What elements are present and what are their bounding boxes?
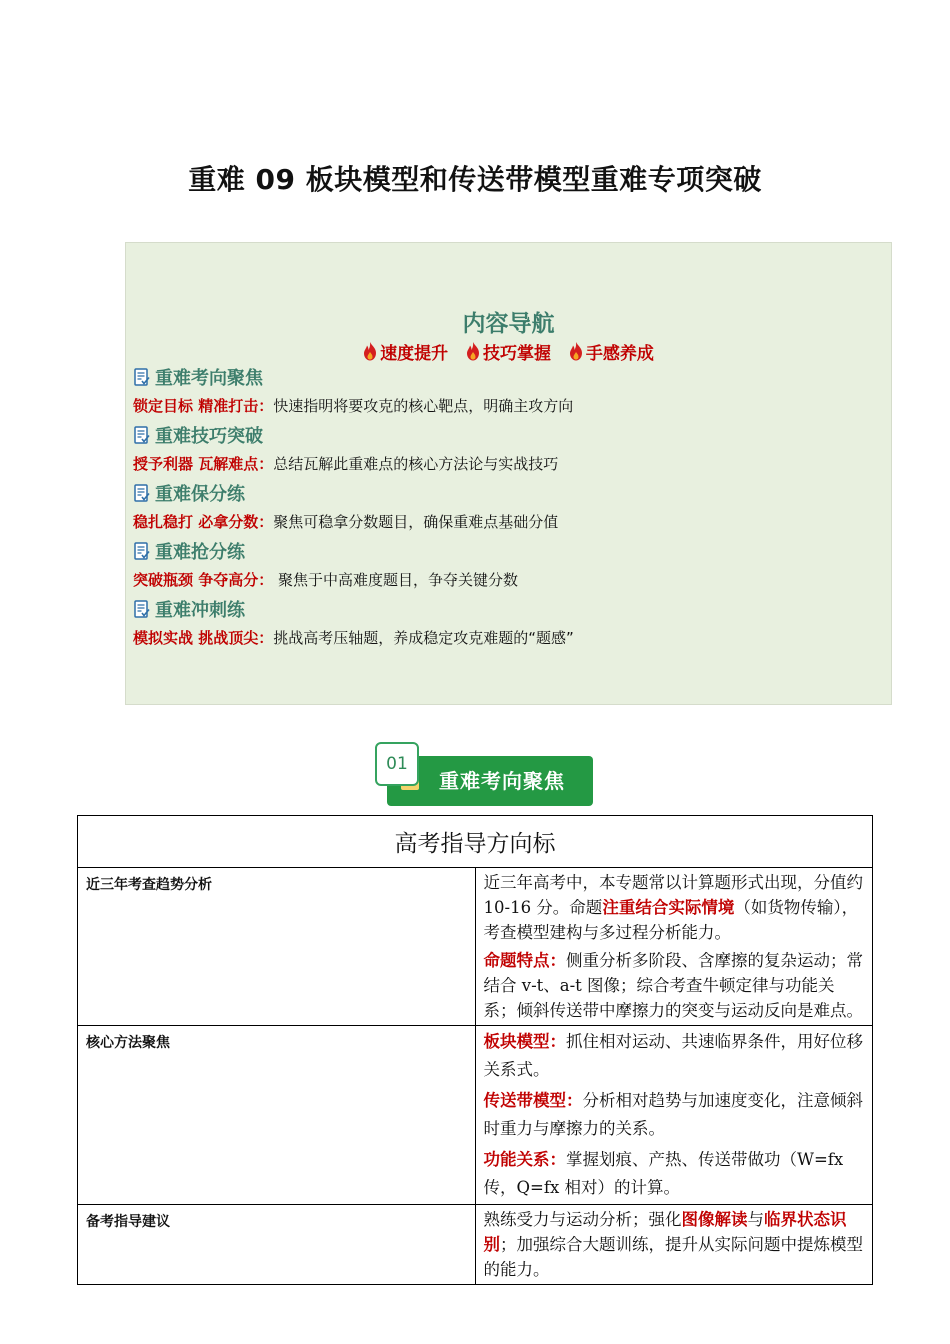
table-header: 高考指导方向标 <box>78 816 873 868</box>
table-row <box>78 1026 873 1205</box>
nav-desc-text: 总结瓦解此重难点的核心方法论与实战技巧 <box>273 455 559 473</box>
flame-icon <box>569 342 583 361</box>
tag-feel <box>569 339 654 364</box>
text-span: 侧重分析多阶段、含摩擦的复杂运动；常结合 v-t、a-t 图像；综合考查牛顿定律与功能关系；倾斜传送带中摩擦力的突变与运动反向是难点。 <box>483 951 863 1020</box>
nav-heading-text: 重难保分练 <box>155 484 245 505</box>
nav-heading-text: 重难冲刺练 <box>155 600 245 621</box>
nav-section-desc <box>133 447 873 481</box>
text-span: （如货物传输），考查模型建构与多过程分析能力。 <box>483 898 859 942</box>
nav-section-heading <box>133 423 873 447</box>
highlight-text: 命题特点： <box>483 951 566 970</box>
flame-icon <box>466 342 480 361</box>
nav-heading-text: 重难抢分练 <box>155 542 245 563</box>
document-check-icon <box>133 600 151 619</box>
row-label: 备考指导建议 <box>78 1205 476 1285</box>
nav-desc-key: 模拟实战 挑战顶尖： <box>133 629 274 647</box>
nav-desc-text: 聚焦可稳拿分数题目，确保重难点基础分值 <box>273 513 559 531</box>
text-span: 熟练受力与运动分析；强化 <box>483 1210 682 1229</box>
table-row <box>78 1205 873 1285</box>
flame-icon <box>363 342 377 361</box>
method-item <box>484 1028 865 1084</box>
feature-paragraph <box>484 948 865 1023</box>
document-check-icon <box>133 426 151 445</box>
tag-speed <box>363 339 448 364</box>
tag-skill <box>466 339 551 364</box>
document-check-icon <box>133 368 151 387</box>
highlight-text: 板块模型： <box>483 1032 566 1051</box>
nav-section-heading <box>133 481 873 505</box>
nav-desc-key: 授予利器 瓦解难点： <box>133 455 274 473</box>
table-row <box>78 868 873 1026</box>
nav-heading-text: 重难考向聚焦 <box>155 368 263 389</box>
method-item <box>484 1087 865 1143</box>
nav-section-list <box>133 365 873 655</box>
section-label: 重难考向聚焦 <box>439 769 565 793</box>
advice-paragraph <box>484 1207 865 1282</box>
nav-title: 内容导航 <box>462 311 555 337</box>
tag-label: 手感养成 <box>585 344 654 364</box>
row-content <box>475 1026 873 1205</box>
nav-section-desc <box>133 621 873 655</box>
guidance-table <box>77 815 873 1285</box>
nav-desc-key: 突破瓶颈 争夺高分： <box>133 571 274 589</box>
content-navigation-box <box>125 242 892 705</box>
highlight-text: 注重结合实际情境 <box>602 898 735 917</box>
text-span: 抓住相对运动、共速临界条件，用好位移关系式。 <box>483 1032 863 1079</box>
nav-desc-key: 锁定目标 精准打击： <box>133 397 274 415</box>
nav-desc-key: 稳扎稳打 必拿分数： <box>133 513 274 531</box>
trend-paragraph <box>484 870 865 945</box>
row-content <box>475 868 873 1026</box>
row-label: 近三年考查趋势分析 <box>78 868 476 1026</box>
highlight-text: 临界状态识别 <box>483 1210 847 1254</box>
section-badge <box>375 742 595 808</box>
nav-desc-text: 挑战高考压轴题，养成稳定攻克难题的“题感” <box>273 629 574 647</box>
nav-section-desc <box>133 505 873 539</box>
highlight-text: 图像解读 <box>681 1210 748 1229</box>
tag-label: 速度提升 <box>380 344 449 364</box>
highlight-text: 传送带模型： <box>483 1091 583 1110</box>
text-span: 分析相对趋势与加速度变化，注意倾斜时重力与摩擦力的关系。 <box>483 1091 863 1138</box>
nav-heading-text: 重难技巧突破 <box>155 426 263 447</box>
row-content <box>475 1205 873 1285</box>
nav-desc-text: 快速指明将要攻克的核心靶点，明确主攻方向 <box>273 397 574 415</box>
text-span: ；加强综合大题训练，提升从实际问题中提炼模型的能力。 <box>483 1235 863 1279</box>
nav-tags <box>126 339 891 366</box>
highlight-text: 功能关系： <box>483 1150 566 1169</box>
nav-section-desc <box>133 563 873 597</box>
document-check-icon <box>133 484 151 503</box>
text-span: 与 <box>747 1210 764 1229</box>
row-label: 核心方法聚焦 <box>78 1026 476 1205</box>
document-check-icon <box>133 542 151 561</box>
text-span: 近三年高考中，本专题常以计算题形式出现，分值约 10-16 分。命题 <box>483 873 863 917</box>
tag-label: 技巧掌握 <box>483 344 551 364</box>
section-number: 01 <box>375 742 419 786</box>
nav-section-heading <box>133 597 873 621</box>
text-span: 掌握划痕、产热、传送带做功（W=fx 传，Q=fx 相对）的计算。 <box>483 1150 844 1197</box>
document-title: 重难 09 板块模型和传送带模型重难专项突破 <box>188 163 762 196</box>
nav-desc-text: 聚焦于中高难度题目，争夺关键分数 <box>273 571 519 589</box>
nav-section-heading <box>133 539 873 563</box>
nav-section-heading <box>133 365 873 389</box>
nav-section-desc <box>133 389 873 423</box>
method-item <box>484 1146 865 1202</box>
